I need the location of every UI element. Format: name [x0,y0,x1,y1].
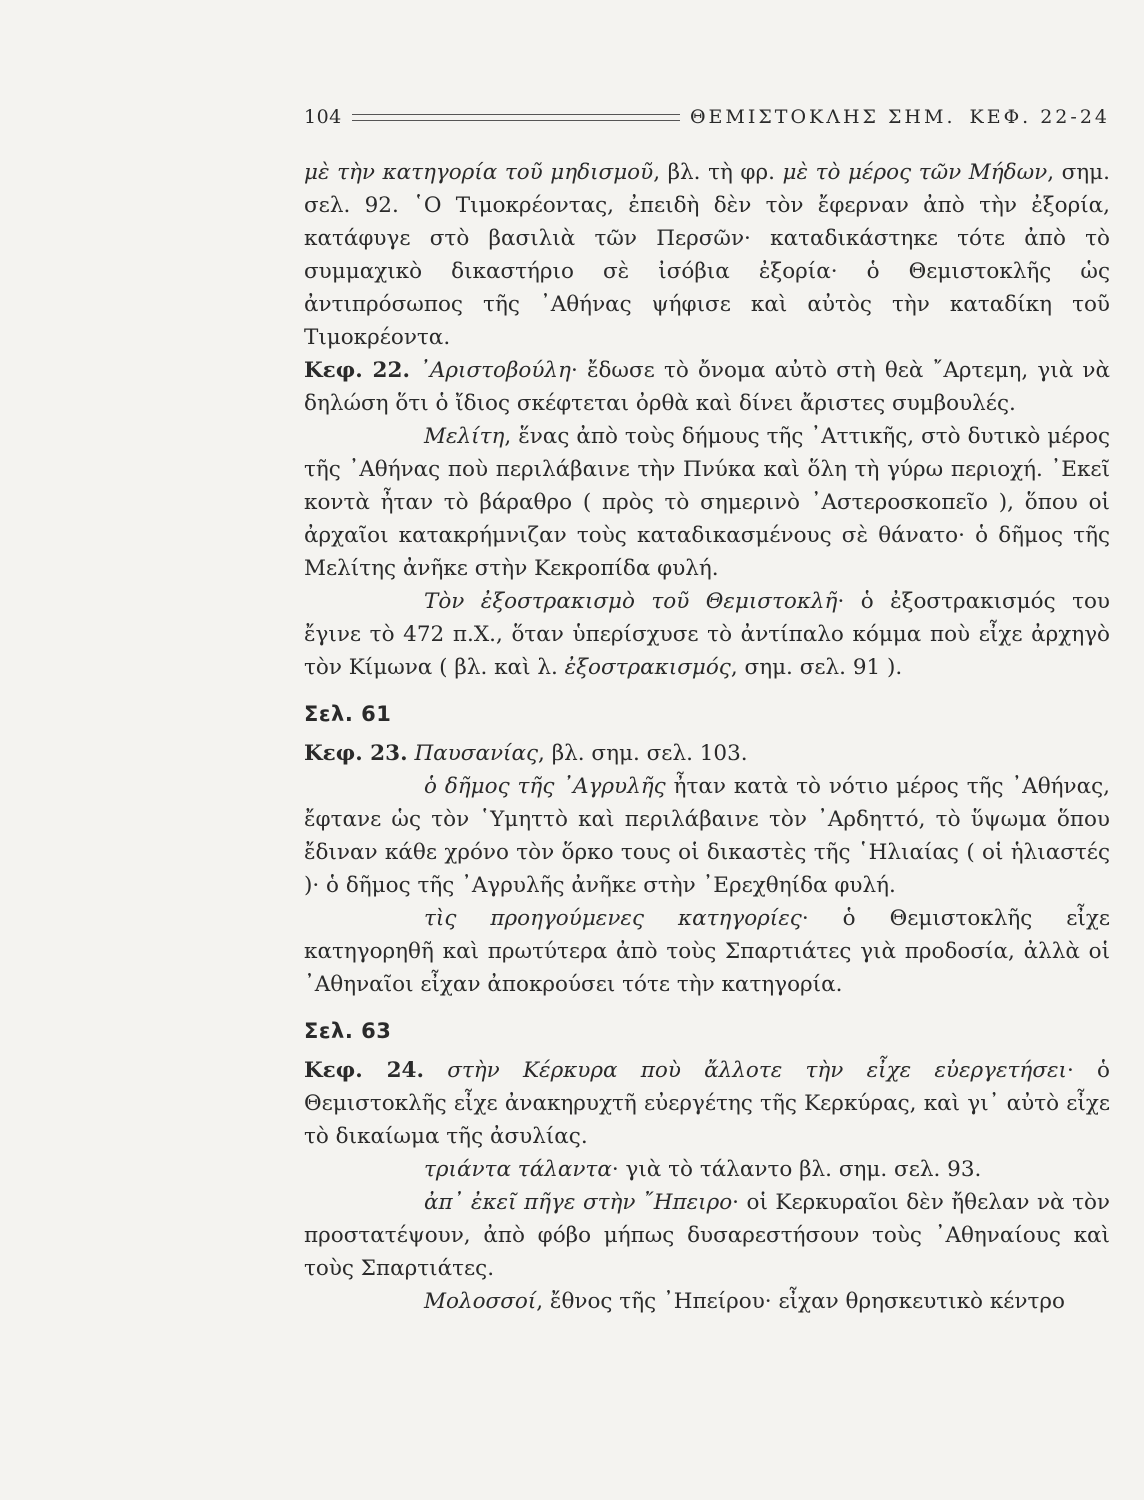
note-text: , βλ. σημ. σελ. 103. [538,741,748,766]
note-lemma: ἀπ᾿ ἐκεῖ πῆγε στὴν ῎Ηπειρο [424,1190,733,1215]
note-paragraph [304,1054,1110,1153]
note-paragraph [304,1153,1110,1186]
note-text: , σημ. σελ. 91 ). [730,655,903,680]
note-lemma: τριάντα τάλαντα [424,1157,612,1182]
note-lemma: Μολοσσοί [424,1289,537,1314]
section-heading: Σελ. 61 [304,702,392,726]
chapter-label: Κεφ. 24. [304,1058,424,1083]
note-lemma: ἐξοστρακισμός [564,655,731,680]
note-text: · ὁ ἐξοστρακισμός του ἔγινε τὸ 472 π.Χ., ὅταν ὑπερίσχυσε τὸ ἀντίπαλο κόμμα ποὺ εἶχε ἀρχηγὸ τὸν Κίμωνα ( βλ. καὶ λ. [304,589,1110,680]
note-paragraph [304,354,1110,420]
note-text: ἦταν κατὰ τὸ νότιο μέρος τῆς ᾿Αθήνας, ἔφτανε ὡς τὸν ῾Υμηττὸ καὶ περιλάβαινε τὸν ᾿Αρδηττό, τὸ ὕψωμα ὅπου ἔδιναν κάθε χρόνο τὸν ὅρκο τους οἱ δικαστὲς τῆς ῾Ηλιαίας ( οἱ ἡλιαστές )· ὁ δῆμος τῆς ᾿Αγρυλῆς ἀνῆκε στὴν ᾿Ερεχθηίδα φυλή. [304,774,1110,898]
chapter-range: ΚΕΦ. 22-24 [969,106,1110,128]
note-lemma: Μελίτη [424,424,505,449]
note-lemma: Τὸν ἐξοστρακισμὸ τοῦ Θεμιστοκλῆ [424,589,838,614]
note-text: · ὁ Θεμιστοκλῆς εἶχε ἀνακηρυχτῆ εὐεργέτης τῆς Κερκύρας, καὶ γι᾿ αὐτὸ εἶχε τὸ δικαίωμα τῆς ἀσυλίας. [304,1058,1110,1149]
note-paragraph [304,770,1110,902]
page-number: 104 [304,106,342,128]
note-lemma: Παυσανίας [414,741,539,766]
note-text: , βλ. τὴ φρ. [653,160,783,185]
note-lemma: ὁ δῆμος τῆς ᾿Αγρυλῆς [424,774,666,799]
note-text: , σημ. σελ. 92. ῾Ο Τιμοκρέοντας, ἐπειδὴ δὲν τὸν ἔφερναν ἀπὸ τὴν ἐξορία, κατάφυγε στὸ βασιλιὰ τῶν Περσῶν· καταδικάστηκε τότε ἀπὸ τὸ συμμαχικὸ δικαστήριο σὲ ἰσόβια ἐξορία· ὁ Θεμιστοκλῆς ὡς ἀντιπρόσωπος τῆς ᾿Αθήνας ψήφισε καὶ αὐτὸς τὴν καταδίκη τοῦ Τιμοκρέοντα. [304,160,1110,350]
chapter-label: Κεφ. 23. [304,741,408,766]
page-body [304,156,1110,1318]
note-text: , ἕνας ἀπὸ τοὺς δήμους τῆς ᾿Αττικῆς, στὸ δυτικὸ μέρος τῆς ᾿Αθήνας ποὺ περιλάβαινε τὴν Πνύκα καὶ ὅλη τὴ γύρω περιοχή. ᾿Εκεῖ κοντὰ ἦταν τὸ βάραθρο ( πρὸς τὸ σημερινὸ ᾿Αστεροσκοπεῖο ), ὅπου οἱ ἀρχαῖοι κατακρήμνιζαν τοὺς καταδικασμένους σὲ θάνατο· ὁ δῆμος τῆς Μελίτης ἀνῆκε στὴν Κεκροπίδα φυλή. [304,424,1110,581]
note-paragraph [304,737,1110,770]
note-lemma: μὲ τὴν κατηγορία τοῦ μηδισμοῦ [304,160,654,185]
header-rule [352,114,680,121]
chapter-label: Κεφ. 22. [304,358,410,383]
note-paragraph [304,902,1110,1001]
note-paragraph [304,156,1110,354]
running-title: ΘΕΜΙΣΤΟΚΛΗΣ ΣΗΜ. [689,106,956,128]
note-lemma: στὴν Κέρκυρα ποὺ ἄλλοτε τὴν εἶχε εὐεργετήσει [447,1058,1067,1083]
note-paragraph [304,420,1110,585]
running-header [304,100,1110,134]
note-lemma: ᾿Αριστοβούλη [419,358,571,383]
note-lemma: μὲ τὸ μέρος τῶν Μήδων [782,160,1048,185]
note-text: · ὁ Θεμιστοκλῆς εἶχε κατηγορηθῆ καὶ πρωτύτερα ἀπὸ τοὺς Σπαρτιάτες γιὰ προδοσία, ἀλλὰ οἱ ᾿Αθηναῖοι εἶχαν ἀποκρούσει τότε τὴν κατηγορία. [304,906,1110,997]
note-text: · γιὰ τὸ τάλαντο βλ. σημ. σελ. 93. [611,1157,982,1182]
section-heading: Σελ. 63 [304,1019,392,1043]
note-text: · ἔδωσε τὸ ὄνομα αὐτὸ στὴ θεὰ ῎Αρτεμη, γιὰ νὰ δηλώση ὅτι ὁ ἴδιος σκέφτεται ὀρθὰ καὶ δίνει ἄριστες συμβουλές. [304,358,1110,416]
note-text: , ἔθνος τῆς ᾿Ηπείρου· εἶχαν θρησκευτικὸ κέντρο [536,1289,1065,1314]
note-paragraph [304,1186,1110,1285]
note-paragraph [304,1285,1110,1318]
note-paragraph [304,585,1110,684]
note-lemma: τὶς προηγούμενες κατηγορίες [424,906,802,931]
note-text: · οἱ Κερκυραῖοι δὲν ἤθελαν νὰ τὸν προστατέψουν, ἀπὸ φόβο μήπως δυσαρεστήσουν τοὺς ᾿Αθηναίους καὶ τοὺς Σπαρτιάτες. [304,1190,1110,1281]
